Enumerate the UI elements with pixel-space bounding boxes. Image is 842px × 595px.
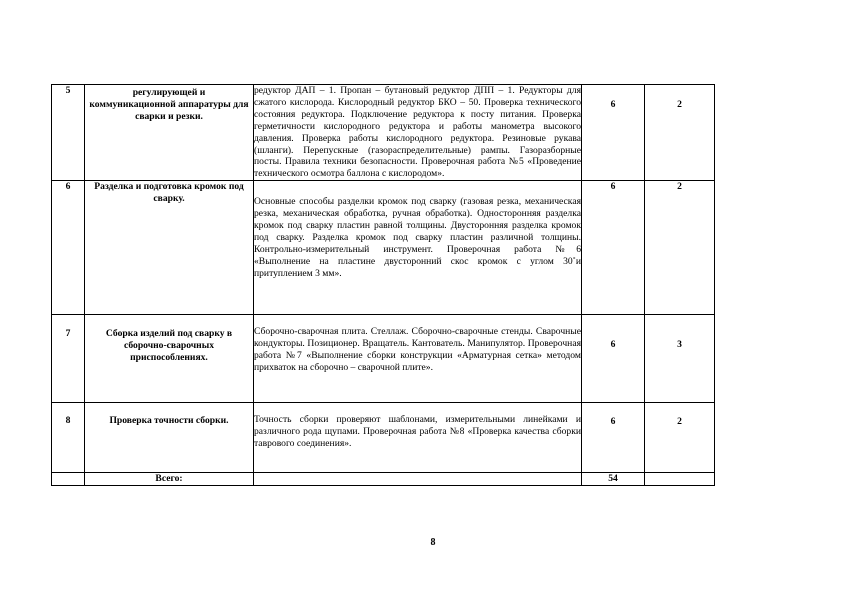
empty-cell <box>645 473 715 486</box>
topic-title: Сборка изделий под сварку в сборочно-сварочных приспособлениях. <box>105 328 233 364</box>
curriculum-table <box>51 84 715 486</box>
topic-cell <box>85 181 254 315</box>
topic-title: Разделка и подготовка кромок под сварку. <box>94 181 244 205</box>
topic-cell <box>85 85 254 181</box>
hours-cell: 6 <box>582 181 645 315</box>
empty-cell <box>254 473 582 486</box>
row-number: 8 <box>52 403 85 473</box>
table-row <box>52 403 715 473</box>
table-row <box>52 85 715 181</box>
topic-title: Проверка точности сборки. <box>109 415 229 427</box>
total-hours: 54 <box>582 473 645 486</box>
row-number: 6 <box>52 181 85 315</box>
topic-title: регулирующей и коммуникационной аппаратуры для сварки и резки. <box>89 87 249 122</box>
total-label: Всего: <box>85 473 254 486</box>
hours-cell: 6 <box>582 403 645 473</box>
hours-cell: 6 <box>582 315 645 403</box>
hours-cell: 6 <box>582 85 645 181</box>
content-cell: Точность сборки проверяют шаблонами, измерительными линейками и различного рода щупами. Проверочная работа №8 «Проверка качества сборки таврового соединения». <box>254 403 582 473</box>
table-row <box>52 181 715 315</box>
practice-hours-cell: 2 <box>645 403 715 473</box>
table-row <box>52 315 715 403</box>
practice-hours-cell: 2 <box>645 85 715 181</box>
content-cell: Сборочно-сварочная плита. Стеллаж. Сборочно-сварочные стенды. Сварочные кондукторы. Позиционер. Вращатель. Кантователь. Манипулятор. Проверочная работа №7 «Выполнение сборки конструкции «Арматурная сетка» методом прихваток на сборочно – сварочной плите». <box>254 315 582 403</box>
row-number: 5 <box>52 85 85 181</box>
content-cell: Основные способы разделки кромок под сварку (газовая резка, механическая резка, механическая обработка, ручная обработка). Односторонняя разделка кромок под сварку пластин равной толщины. Двусторонняя разделка кромок под сварку. Разделка кромок под сварку пластин различной толщины. Контрольно-измерительный инструмент. Проверочная работа №6 «Выполнение на пластине двусторонний скос кромок с углом 30˚и притуплением 3 мм». <box>254 181 582 315</box>
total-row <box>52 473 715 486</box>
practice-hours-cell: 3 <box>645 315 715 403</box>
content-cell: редуктор ДАП – 1. Пропан – бутановый редуктор ДПП – 1. Редукторы для сжатого кислорода. Кислородный редуктор БКО – 50. Проверка технического состояния редуктора. Подключение редуктора к посту питания. Проверка герметичности кислородного редуктора и работы манометра высокого давления. Проверка работы кислородного редуктора. Резиновые рукава (шланги). Перепускные (газораспределительные) рампы. Газоразборные посты. Правила техники безопасности. Проверочная работа №5 «Проведение технического осмотра баллона с кислородом». <box>254 85 581 180</box>
practice-hours-cell: 2 <box>645 181 715 315</box>
topic-cell <box>85 315 254 403</box>
empty-cell <box>52 473 85 486</box>
page-number: 8 <box>430 537 436 548</box>
row-number: 7 <box>52 315 85 403</box>
topic-cell <box>85 403 254 473</box>
